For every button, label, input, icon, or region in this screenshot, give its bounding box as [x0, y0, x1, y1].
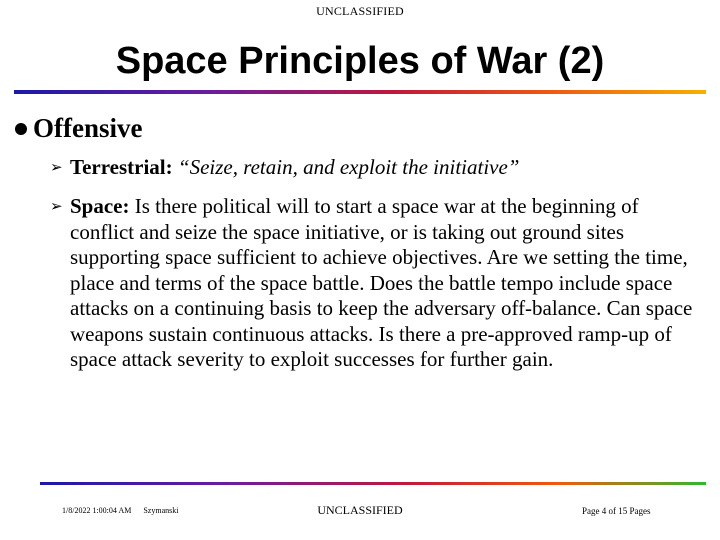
bullet-terrestrial-text: “Seize, retain, and exploit the initiative” [177, 155, 520, 179]
classification-banner-top: UNCLASSIFIED [316, 4, 404, 18]
footer-author: Szymanski [143, 506, 179, 515]
arrow-bullet-icon: ➢ [50, 158, 63, 176]
filled-circle-bullet-icon [15, 123, 27, 135]
footer-divider [40, 482, 706, 485]
footer-page-number: Page 4 of 15 Pages [582, 506, 651, 516]
classification-banner-bottom: UNCLASSIFIED [317, 503, 403, 517]
bullet-space-text: Is there political will to start a space war at the beginning of conflict and seize the space initiative, or is taking out ground sites supporting space sufficient to achieve objectives. Are we setting the time, place and terms of the space battle. Does the battle tempo include space attacks on a continuing basis to keep the adversary off-balance. Can space weapons sustain continuous attacks. Is there a pre-approved ramp-up of space attack severity to exploit successes for further gain. [70, 194, 693, 371]
footer-timestamp: 1/8/2022 1:00:04 AM [62, 506, 132, 515]
arrow-bullet-icon: ➢ [50, 197, 63, 215]
bullet-offensive [15, 113, 142, 144]
bullet-space [50, 194, 700, 373]
slide-title: Space Principles of War (2) [115, 40, 605, 82]
bullet-space-heading: Space: [70, 194, 130, 218]
bullet-terrestrial [50, 155, 700, 181]
bullet-offensive-label: Offensive [33, 113, 143, 143]
title-divider [14, 90, 706, 94]
bullet-terrestrial-heading: Terrestrial: [70, 155, 173, 179]
